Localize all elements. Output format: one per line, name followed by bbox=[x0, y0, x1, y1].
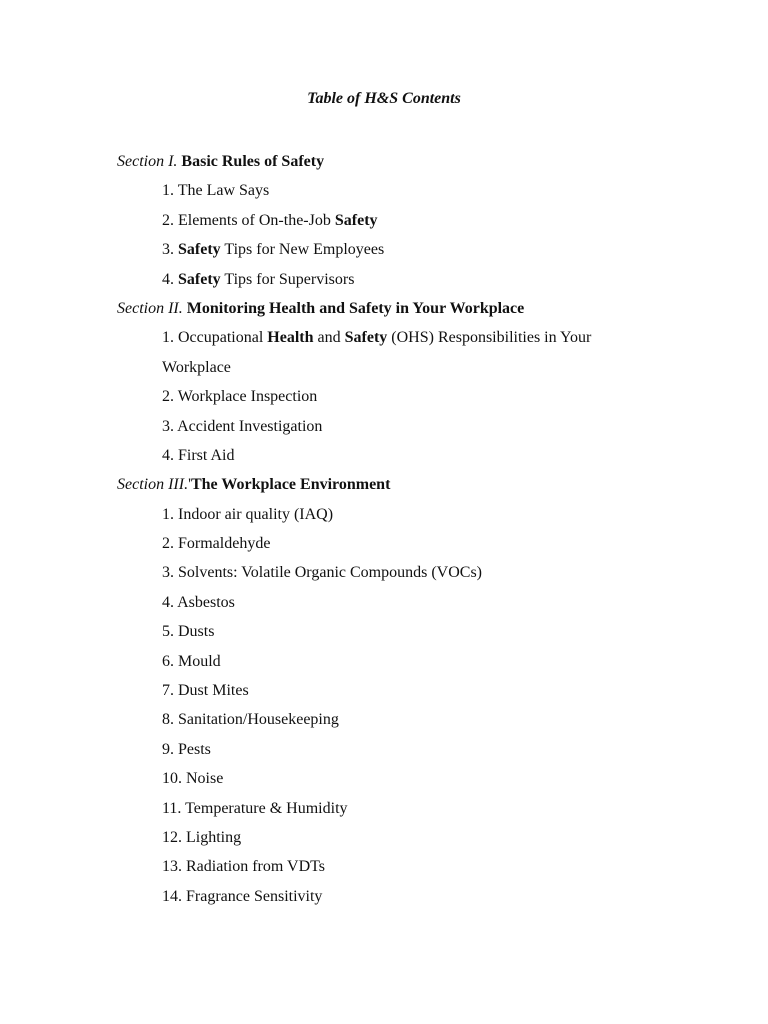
section-label: Section II. bbox=[117, 299, 183, 317]
section-heading-3 bbox=[117, 470, 677, 499]
section-title: Basic Rules of Safety bbox=[181, 153, 325, 170]
list-item: 10. Noise bbox=[162, 770, 224, 788]
list-item: 8. Sanitation/Housekeeping bbox=[162, 711, 339, 729]
list-item: 2. Workplace Inspection bbox=[162, 388, 318, 406]
list-item: 1. Occupational Health and Safety (OHS) Responsibilities in Your bbox=[162, 329, 592, 347]
table-of-contents bbox=[117, 147, 677, 911]
section-label: Section III. bbox=[117, 476, 189, 494]
list-item: 3. Accident Investigation bbox=[162, 417, 323, 435]
list-item: 9. Pests bbox=[162, 740, 211, 758]
list-item: 11. Temperature & Humidity bbox=[162, 799, 348, 817]
section-heading-1 bbox=[117, 147, 677, 176]
stray-apostrophe: ' bbox=[188, 476, 191, 494]
section-heading-2 bbox=[117, 294, 677, 323]
section-title: The Workplace Environment bbox=[190, 476, 391, 494]
list-item: 12. Lighting bbox=[162, 828, 242, 846]
list-item: 2. Elements of On-the-Job Safety bbox=[162, 211, 378, 229]
list-item: 4. First Aid bbox=[162, 446, 235, 464]
list-item: 4. Asbestos bbox=[162, 593, 235, 611]
list-item-continuation: Workplace bbox=[162, 358, 231, 376]
list-item: 1. Indoor air quality (IAQ) bbox=[162, 505, 334, 523]
list-item: 14. Fragrance Sensitivity bbox=[162, 887, 323, 905]
page-title: Table of H&S Contents bbox=[307, 90, 461, 107]
list-item: 4. Safety Tips for Supervisors bbox=[162, 270, 355, 288]
list-item: 3. Solvents: Volatile Organic Compounds (VOCs) bbox=[162, 564, 482, 582]
section-label: Section I. bbox=[117, 153, 178, 170]
list-item: 5. Dusts bbox=[162, 623, 215, 641]
section-title: Monitoring Health and Safety in Your Workplace bbox=[186, 299, 525, 317]
list-item: 7. Dust Mites bbox=[162, 682, 249, 700]
list-item: 2. Formaldehyde bbox=[162, 535, 271, 553]
list-item: 6. Mould bbox=[162, 652, 221, 670]
list-item: 13. Radiation from VDTs bbox=[162, 858, 326, 876]
list-item: 3. Safety Tips for New Employees bbox=[162, 241, 385, 259]
list-item: 1. The Law Says bbox=[162, 182, 270, 200]
